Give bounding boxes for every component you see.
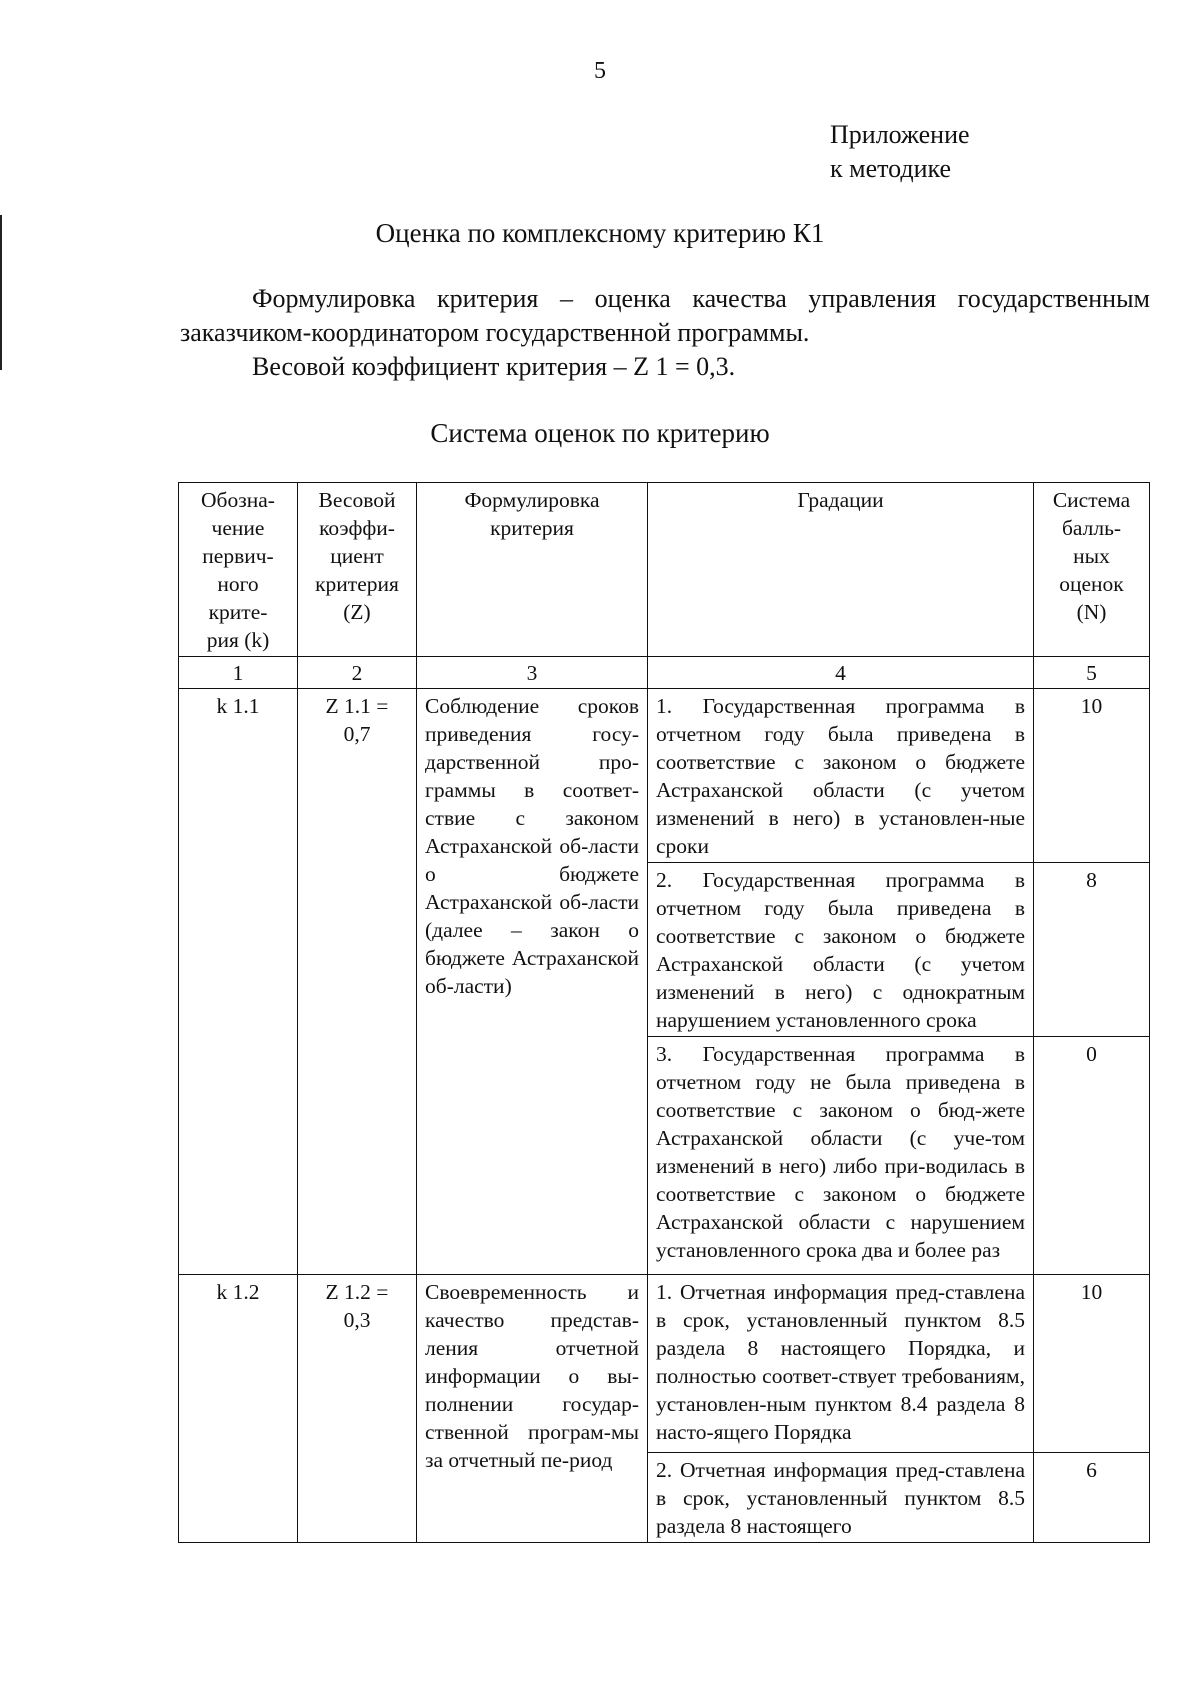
appendix-line-1: Приложение: [830, 120, 970, 149]
header-cell: Формулировка критерия: [417, 483, 648, 657]
gradation-cell: 2. Отчетная информация пред-ставлена в срок, установленный пунктом 8.5 раздела 8 настоящего: [648, 1453, 1034, 1543]
criterion-weight: Весовой коэффициент критерия – Z 1 = 0,3.: [252, 352, 736, 381]
table-title: Система оценок по критерию: [430, 418, 770, 448]
header-cell: Весовой коэффи- циент критерия (Z): [298, 483, 417, 657]
criterion-weight-cell: Z 1.1 = 0,7: [298, 689, 417, 1275]
gradation-cell: 1. Государственная программа в отчетном году была приведена в соответствие с законом о бюджете Астраханской области (с учетом изменений в него) в установлен-ные сроки: [648, 689, 1034, 863]
score-cell: 8: [1034, 863, 1150, 1037]
criterion-formulation: Формулировка критерия – оценка качества управления государственным заказчиком-координатором государственной программы.: [180, 284, 1150, 347]
score-cell: 10: [1034, 1275, 1150, 1453]
criterion-formulation-cell: Соблюдение сроков приведения госу-дарственной про-граммы в соответ-ствие с законом Астраханской об-ласти о бюджете Астраханской об-ласти (далее – закон о бюджете Астраханской об-ласти): [417, 689, 648, 1275]
column-number: 5: [1034, 657, 1150, 689]
gradation-cell: 1. Отчетная информация пред-ставлена в срок, установленный пунктом 8.5 раздела 8 настоящего Порядка, и полностью соответ-ствует требованиям, установлен-ным пунктом 8.4 раздела 8 насто-ящего Порядка: [648, 1275, 1034, 1453]
gradation-cell: 2. Государственная программа в отчетном году была приведена в соответствие с законом о бюджете Астраханской области (с учетом изменений в него) с однократным нарушением установленного срока: [648, 863, 1034, 1037]
appendix-label: [830, 118, 970, 186]
criteria-table: [178, 482, 1150, 1543]
table-row: [179, 1275, 1150, 1453]
header-cell: Градации: [648, 483, 1034, 657]
column-number: 4: [648, 657, 1034, 689]
appendix-line-2: к методике: [830, 154, 952, 183]
column-number-row: [179, 657, 1150, 689]
header-cell: Обозна- чение первич- ного крите- рия (k): [179, 483, 298, 657]
criterion-description: [180, 282, 1150, 384]
document-title: Оценка по комплексному критерию К1: [375, 218, 825, 248]
criterion-code: k 1.1: [179, 689, 298, 1275]
column-number: 2: [298, 657, 417, 689]
score-cell: 0: [1034, 1037, 1150, 1275]
column-number: 1: [179, 657, 298, 689]
table-row: [179, 689, 1150, 863]
criterion-code: k 1.2: [179, 1275, 298, 1543]
score-cell: 10: [1034, 689, 1150, 863]
gradation-cell: 3. Государственная программа в отчетном году не была приведена в соответствие с законом о бюд-жете Астраханской области (с уче-том изменений в него) либо при-водилась в соответствие с законом о бюджете Астраханской области с нарушением установленного срока два и более раз: [648, 1037, 1034, 1275]
criterion-formulation-cell: Своевременность и качество представ-ления отчетной информации о вы-полнении государ-ственной програм-мы за отчетный пе-риод: [417, 1275, 648, 1543]
header-cell: Система балль- ных оценок (N): [1034, 483, 1150, 657]
criterion-weight-cell: Z 1.2 = 0,3: [298, 1275, 417, 1543]
score-cell: 6: [1034, 1453, 1150, 1543]
column-number: 3: [417, 657, 648, 689]
table-header-row: [179, 483, 1150, 657]
page-number: 5: [594, 58, 606, 84]
